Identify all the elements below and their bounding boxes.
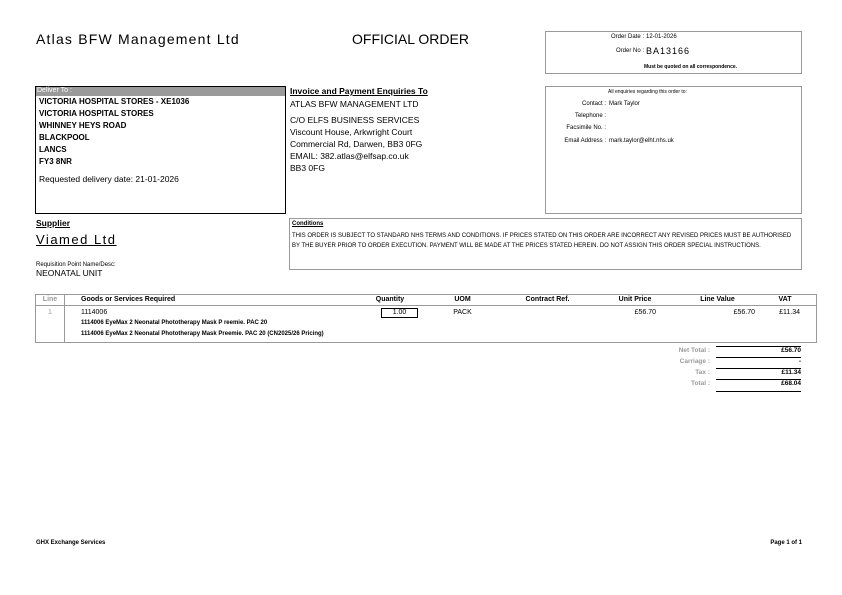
invoice-line: Commercial Rd, Darwen, BB3 0FG	[290, 139, 423, 149]
enquiries-title: All enquiries regarding this order to:	[608, 89, 687, 95]
row-description-detail: 1114006 EyeMax 2 Neonatal Phototherapy Mask Preemie. PAC 20 (CN2025/26 Pricing)	[81, 331, 324, 337]
col-header-line-value: Line Value	[700, 296, 735, 303]
invoice-title: Invoice and Payment Enquiries To	[290, 86, 428, 96]
col-header-vat: VAT	[778, 296, 792, 303]
order-note: Must be quoted on all correspondence.	[644, 64, 738, 70]
email-label: Email Address :	[564, 138, 606, 144]
row-line-number: 1	[48, 309, 52, 316]
carriage-value: -	[798, 358, 801, 365]
order-no-value: BA13166	[646, 46, 691, 56]
invoice-line: EMAIL: 382.atlas@elfsap.co.uk	[290, 151, 409, 161]
invoice-line: C/O ELFS BUSINESS SERVICES	[290, 115, 420, 125]
col-header-uom: UOM	[454, 296, 471, 303]
address-line: FY3 8NR	[39, 157, 72, 166]
tax-label: Tax :	[695, 369, 710, 376]
invoice-line: ATLAS BFW MANAGEMENT LTD	[290, 99, 419, 109]
enquiries-box	[545, 86, 802, 214]
email-value: mark.taylor@elht.nhs.uk	[609, 138, 674, 144]
conditions-text: THIS ORDER IS SUBJECT TO STANDARD NHS TERMS AND CONDITIONS. IF PRICES STATED ON THIS ORDER ARE INCORRECT ANY REVISED PRICES MUST BE AUTHORISED BY THE BUYER PRIOR TO ORDER EXECUTION. PAYMENT WILL BE MADE AT THE PRICES STATED HEREIN. DO NOT ASSIGN THIS ORDER SPECIAL INSTRUCTIONS.	[292, 233, 792, 249]
document-title: OFFICIAL ORDER	[352, 31, 469, 47]
supplier-name: Viamed Ltd	[36, 232, 117, 247]
row-line-value: £56.70	[733, 309, 755, 316]
carriage-label: Carriage :	[679, 358, 710, 365]
page-number: Page 1 of 1	[770, 540, 802, 546]
requested-delivery-date: Requested delivery date: 21-01-2026	[39, 174, 179, 184]
col-header-contract: Contract Ref.	[525, 296, 570, 303]
footer-left: GHX Exchange Services	[36, 540, 106, 546]
telephone-label: Telephone :	[574, 113, 606, 119]
row-unit-price: £56.70	[634, 309, 656, 316]
order-date-value: 12-01-2026	[646, 34, 677, 40]
address-line: BLACKPOOL	[39, 133, 90, 142]
deliver-to-address	[39, 96, 189, 168]
contact-value: Mark Taylor	[609, 101, 640, 107]
address-line: VICTORIA HOSPITAL STORES - XE1036	[39, 97, 190, 106]
requisition-label: Requisition Point Name/Desc:	[36, 262, 116, 268]
line-col-divider	[64, 295, 65, 342]
total-label: Total :	[690, 380, 710, 387]
conditions-box	[289, 218, 802, 270]
conditions-title: Conditions	[292, 221, 324, 227]
company-name: Atlas BFW Management Ltd	[36, 31, 240, 47]
supplier-title: Supplier	[36, 218, 71, 228]
col-header-quantity: Quantity	[375, 296, 405, 303]
deliver-to-header	[36, 87, 285, 96]
requisition-value: NEONATAL UNIT	[36, 268, 103, 278]
row-product-code: 1114006	[81, 309, 108, 316]
address-line: WHINNEY HEYS ROAD	[39, 121, 127, 130]
deliver-to-box	[35, 86, 286, 214]
row-description: 1114006 EyeMax 2 Neonatal Phototherapy Mask P reemie. PAC 20	[81, 320, 268, 326]
net-total-value: £56.70	[781, 347, 801, 354]
col-header-unit-price: Unit Price	[618, 296, 652, 303]
invoice-line: BB3 0FG	[290, 163, 325, 173]
fax-label: Facsimile No. :	[566, 125, 606, 131]
address-line: LANCS	[39, 145, 67, 154]
contact-label: Contact :	[581, 101, 606, 107]
tax-value: £11.34	[781, 369, 801, 376]
row-quantity: 1.00	[392, 309, 407, 316]
total-value: £68.04	[781, 380, 801, 387]
invoice-address	[290, 98, 422, 174]
net-total-label: Net Total :	[678, 347, 710, 354]
order-date-label: Order Date :	[610, 34, 644, 40]
invoice-line: Viscount House, Arkwright Court	[290, 127, 413, 137]
col-header-line: Line	[42, 296, 58, 303]
col-header-goods: Goods or Services Required	[81, 296, 176, 303]
row-vat: £11.34	[779, 309, 800, 316]
order-info-box	[545, 31, 802, 74]
address-line: VICTORIA HOSPITAL STORES	[39, 109, 154, 118]
total-bottom-rule	[716, 391, 801, 392]
row-uom: PACK	[453, 309, 472, 316]
deliver-to-title: Deliver To :	[37, 87, 72, 94]
order-no-label: Order No :	[615, 48, 644, 54]
